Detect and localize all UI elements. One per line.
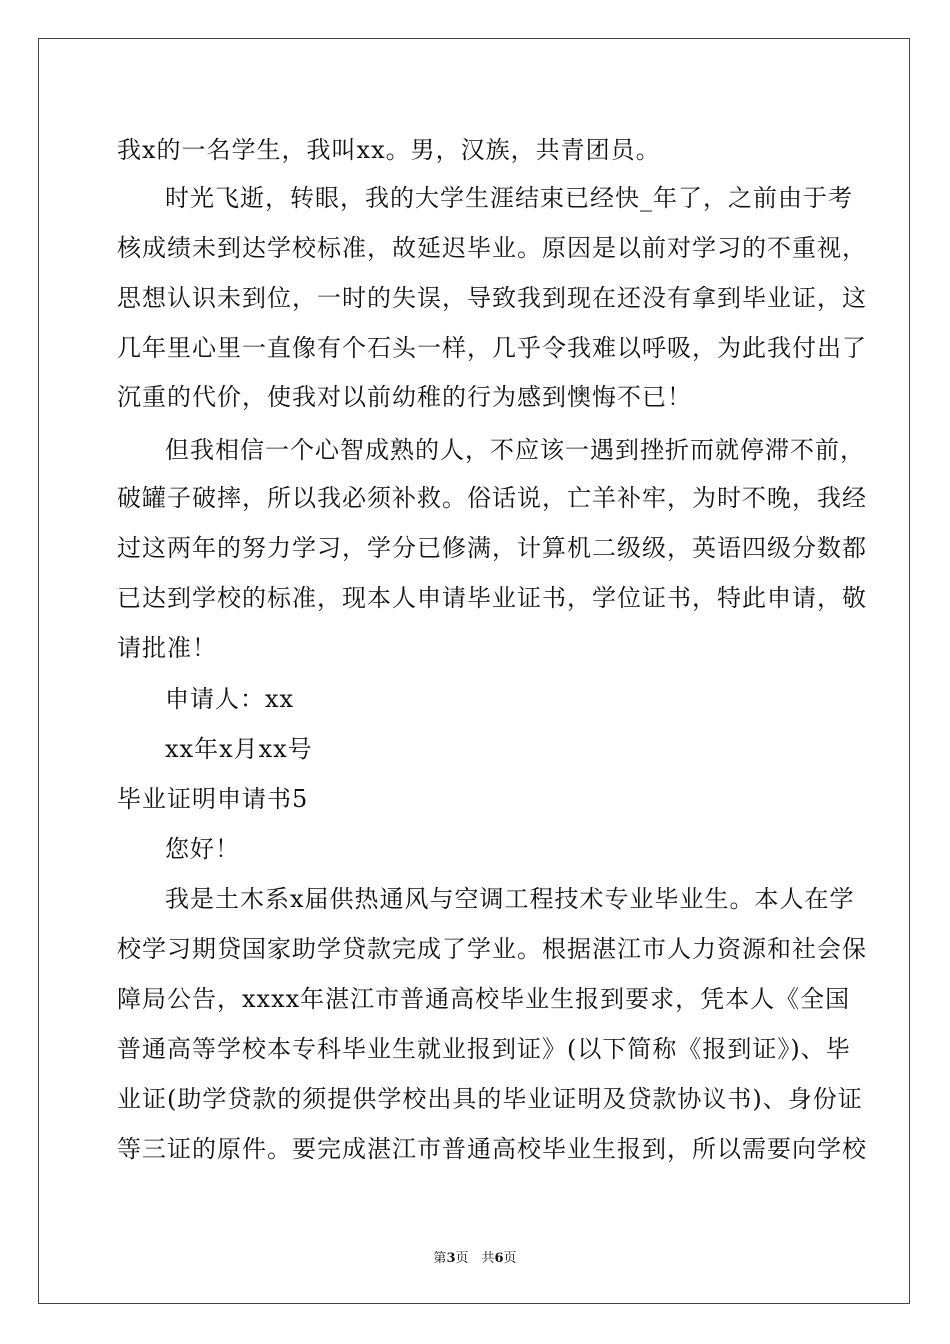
footer-page-number: 3 [446, 1251, 456, 1266]
text-line: 普通高等学校本专科毕业生就业报到证》(以下简称《报到证》)、毕 [117, 1035, 851, 1063]
text-line: 我x的一名学生，我叫xx。男，汉族，共青团员。 [117, 136, 661, 164]
signature-applicant: 申请人：xx [165, 685, 295, 713]
text-line: 等三证的原件。要完成湛江市普通高校毕业生报到，所以需要向学校 [117, 1135, 867, 1163]
text-line: 沉重的代价，使我对以前幼稚的行为感到懊悔不已！ [117, 383, 692, 411]
page-border [38, 38, 910, 1304]
text-line: 业证(助学贷款的须提供学校出具的毕业证明及贷款协议书)、身份证 [117, 1085, 863, 1113]
footer-total-pages: 6 [494, 1251, 504, 1266]
text-line: 过这两年的努力学习，学分已修满，计算机二级级，英语四级分数都 [117, 534, 867, 562]
greeting: 您好！ [165, 835, 240, 863]
text-line: 几年里心里一直像有个石头一样，几乎令我难以呼吸，为此我付出了 [117, 334, 867, 362]
text-line: 核成绩未到达学校标准，故延迟毕业。原因是以前对学习的不重视， [117, 234, 867, 262]
text-line: 我是土木系x届供热通风与空调工程技术专业毕业生。本人在学 [165, 885, 855, 913]
text-line: 已达到学校的标准，现本人申请毕业证书，学位证书，特此申请，敬 [117, 584, 867, 612]
text-line: 请批准！ [117, 634, 217, 662]
footer-suffix: 页 [503, 1251, 517, 1266]
footer-mid: 页 共 [455, 1251, 495, 1266]
text-line: 障局公告，xxxx年湛江市普通高校毕业生报到要求，凭本人《全国 [117, 985, 851, 1013]
section-title: 毕业证明申请书5 [117, 785, 309, 813]
page-footer [0, 1247, 950, 1266]
signature-date: xx年x月xx号 [165, 735, 313, 763]
footer-prefix: 第 [433, 1251, 447, 1266]
text-line: 但我相信一个心智成熟的人，不应该一遇到挫折而就停滞不前， [165, 436, 865, 464]
text-line: 思想认识未到位，一时的失误，导致我到现在还没有拿到毕业证，这 [117, 284, 867, 312]
text-line: 校学习期贷国家助学贷款完成了学业。根据湛江市人力资源和社会保 [117, 935, 867, 963]
text-line: 破罐子破摔，所以我必须补救。俗话说，亡羊补牢，为时不晚，我经 [117, 484, 867, 512]
text-line: 时光飞逝，转眼，我的大学生涯结束已经快_年了，之前由于考 [165, 184, 853, 212]
